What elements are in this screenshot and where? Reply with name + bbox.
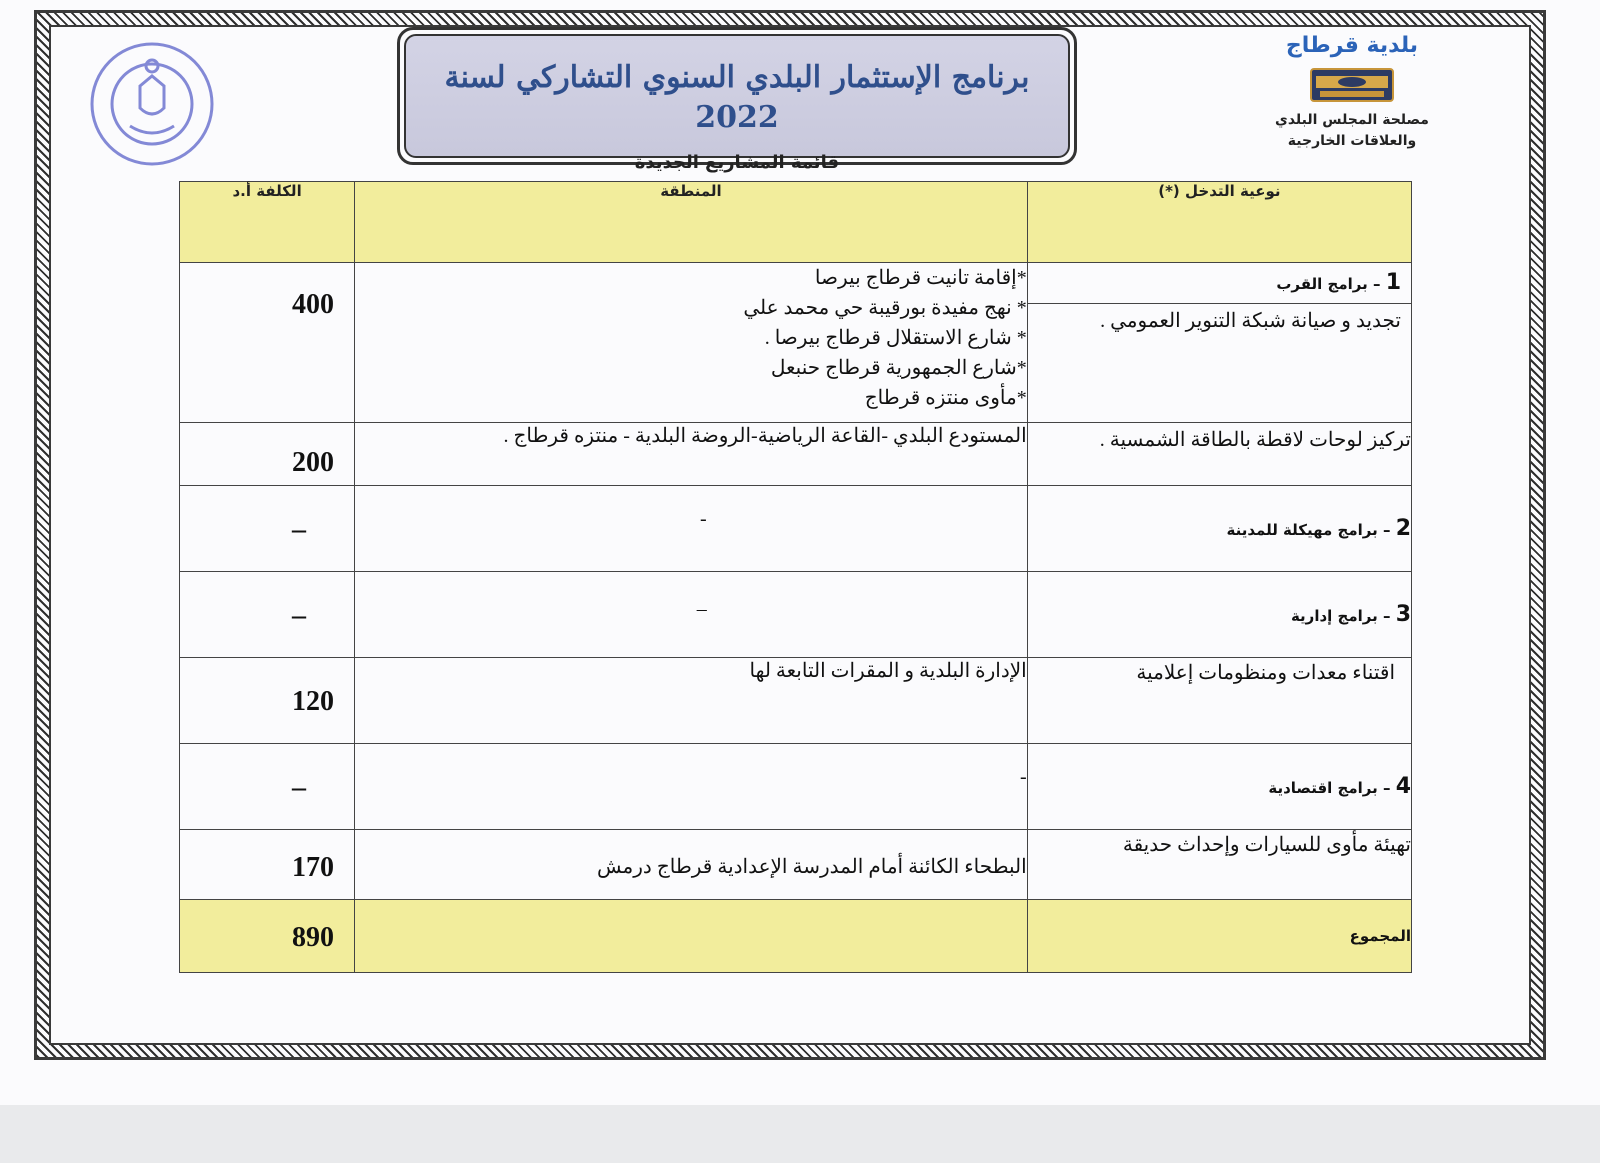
cost-cell [180, 658, 355, 744]
table-row [180, 486, 1412, 572]
municipality-name: بلدية قرطاج [1285, 33, 1419, 58]
total-value: 890 [292, 922, 334, 953]
intervention-type: تهيئة مأوى للسيارات وإحداث حديقة [1027, 830, 1411, 900]
organization-header [1252, 32, 1452, 152]
category-number: 3 [1395, 602, 1411, 627]
table-row [180, 830, 1412, 900]
category-label: – برامج إدارية [1290, 607, 1391, 625]
total-cell [180, 900, 355, 973]
total-label: المجموع [1027, 900, 1411, 973]
type-cell [1027, 486, 1411, 572]
zone-line: *إقامة تانيت قرطاج بيرصا [814, 267, 1027, 289]
column-header-cost: الكلفة أ.د [180, 182, 355, 263]
total-row [180, 900, 1412, 973]
cost-cell [180, 423, 355, 486]
zone-line: * نهج مفيدة بورقيبة حي محمد علي [743, 297, 1027, 319]
cost-cell [180, 486, 355, 572]
cost-cell [180, 744, 355, 830]
page-subtitle: قائمة المشاريع الجديدة [634, 152, 840, 173]
table-row [180, 572, 1412, 658]
table-row [180, 658, 1412, 744]
projects-table [179, 181, 1412, 973]
intervention-type: تجديد و صيانة شبكة التنوير العمومي . [1100, 310, 1401, 332]
category-number: 1 [1385, 270, 1401, 295]
zone-line: * شارع الاستقلال قرطاج بيرصا . [764, 327, 1027, 349]
cost-value: 200 [292, 447, 334, 478]
cost-value: 120 [292, 686, 334, 717]
cost-value: 170 [292, 852, 334, 883]
department-line-1: مصلحة المجلس البلدي [1275, 112, 1429, 128]
intervention-type: اقتناء معدات ومنظومات إعلامية [1027, 658, 1411, 744]
zone-line: *شارع الجمهورية قرطاج حنبعل [770, 357, 1027, 379]
cost-cell [180, 263, 355, 423]
category-label: – برامج القرب [1276, 275, 1381, 293]
title-box [397, 27, 1077, 173]
type-cell [1027, 744, 1411, 830]
zone-cell: الإدارة البلدية و المقرات التابعة لها [355, 658, 1028, 744]
zone-line: *مأوى منتزه قرطاج [864, 387, 1027, 409]
intervention-type: تركيز لوحات لاقطة بالطاقة الشمسية . [1027, 423, 1411, 486]
zone-cell: - [355, 744, 1028, 830]
official-stamp-icon [70, 36, 226, 170]
category-label: – برامج مهيكلة للمدينة [1226, 521, 1391, 539]
zone-cell: - [355, 486, 1028, 572]
zone-cell [355, 263, 1028, 423]
zone-cell: المستودع البلدي -القاعة الرياضية-الروضة البلدية - منتزه قرطاج . [355, 423, 1028, 486]
column-header-zone: المنطقة [355, 182, 1028, 263]
category-number: 2 [1395, 516, 1411, 541]
cost-cell [180, 830, 355, 900]
zone-cell: – [355, 572, 1028, 658]
department-line-2: والعلاقات الخارجية [1287, 133, 1417, 149]
table-row [180, 263, 1412, 423]
table-header-row [180, 182, 1412, 263]
title-inner [404, 34, 1070, 173]
total-spacer [355, 900, 1028, 973]
table-row [180, 744, 1412, 830]
cost-value: – [292, 514, 306, 545]
page-title: برنامج الإستثمار البلدي السنوي التشاركي لسنة 2022 [444, 60, 1030, 135]
category-label: – برامج اقتصادية [1268, 779, 1391, 797]
cost-value: 400 [292, 289, 334, 320]
cost-value: – [292, 600, 306, 631]
category-number: 4 [1395, 774, 1411, 799]
type-cell [1027, 572, 1411, 658]
municipal-logo-icon [1310, 68, 1394, 102]
column-header-type: نوعية التدخل (*) [1027, 182, 1411, 263]
type-cell [1027, 263, 1411, 423]
cost-value: – [292, 772, 306, 803]
table-row [180, 423, 1412, 486]
zone-cell: البطحاء الكائنة أمام المدرسة الإعدادية قرطاج درمش [355, 830, 1028, 900]
cost-cell [180, 572, 355, 658]
